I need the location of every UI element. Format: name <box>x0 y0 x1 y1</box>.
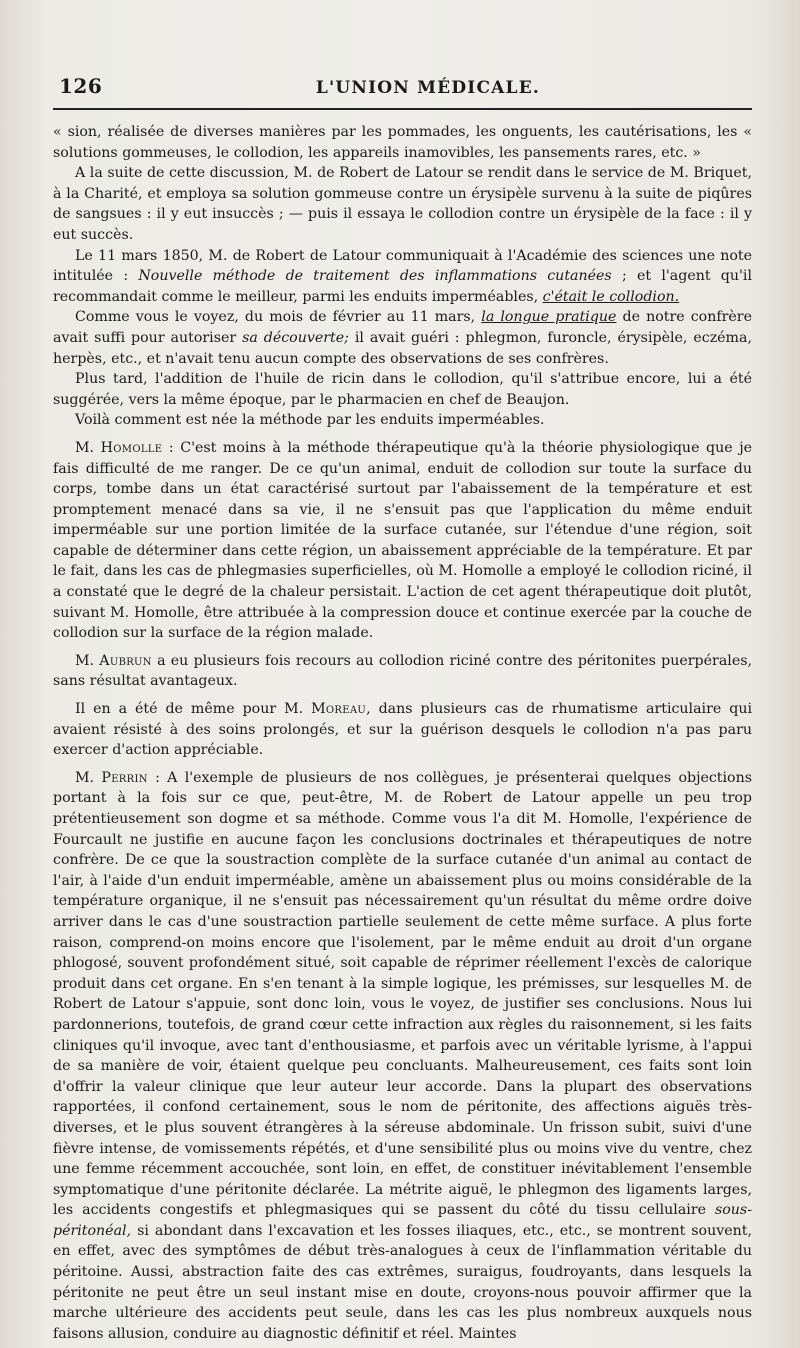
paragraph-perrin <box>53 768 752 1345</box>
paragraph-text: Il en a été de même pour M. <box>75 701 312 718</box>
article-body <box>53 122 752 1344</box>
emphasized-text: la longue pratique <box>481 309 617 326</box>
paragraph-moreau <box>53 699 752 761</box>
paragraph-text: Le 11 mars 1850, M. de Robert de Latour communiquait à l'Académie des sciences une note intitulée : <box>53 247 752 285</box>
speaker-prefix: M. <box>75 439 101 456</box>
speaker-prefix: M. <box>75 769 102 786</box>
paragraph-text: : C'est moins à la méthode thérapeutique qu'à la théorie physiologique que je fais difficulté de me ranger. De ce qu'un animal, enduit de collodion sur toute la surface du corps, tombe dans un état caractérisé surtout par l'abaissement de la température et est promptement menacé dans sa vie, il ne s'ensuit pas que l'application du même enduit imperméable sur une portion limitée de la surface cutanée, sur l'étendue d'une région, soit capable de déterminer dans cette région, un abaissement appréciable de la température. Et par le fait, dans les cas de phlegmasies superficielles, où M. Homolle a employé le collodion riciné, il a constaté que le degré de la chaleur persistait. L'action de cet agent thérapeutique doit plutôt, suivant M. Homolle, être attribuée à la compression douce et continue exercée par la couche de collodion sur la surface de la région malade. <box>53 439 753 642</box>
paragraph-aubrun <box>53 651 752 692</box>
paragraph-text: Plus tard, l'addition de l'huile de ricin dans le collodion, qu'il s'attribue encore, lui a été suggérée, vers la même époque, par le pharmacien en chef de Beaujon. <box>53 371 752 408</box>
speaker-prefix: M. <box>75 652 100 669</box>
paragraph-text: ; et l'agent qu'il recommandait comme le meilleur, parmi les enduits imperméables, <box>53 268 753 305</box>
paragraph-text: a eu plusieurs fois recours au collodion riciné contre des péritonites puerpérales, sans résultat avantageux. <box>53 652 753 690</box>
speaker-name: Perrin <box>101 769 148 786</box>
page-number: 126 <box>59 74 103 98</box>
note-title: Nouvelle méthode de traitement des inflammations cutanées <box>138 268 612 285</box>
paragraph-text: Voilà comment est née la méthode par les enduits imperméables. <box>75 412 545 429</box>
emphasized-text: sous-péritonéal, <box>53 1202 752 1239</box>
paragraph-text: Comme vous le voyez, du mois de février au 11 mars, <box>75 309 482 326</box>
paragraph-text: A la suite de cette discussion, M. de Robert de Latour se rendit dans le service de M. Briquet, à la Charité, et employa sa solution gommeuse contre un érysipèle survenu à la suite de piqûres de sangsues : il y eut insuccès ; — puis il essaya le collodion contre un érysipèle de la face : il y eut succès. <box>53 165 752 243</box>
speaker-name: Aubrun <box>99 652 152 669</box>
emphasized-text: sa découverte; <box>242 329 349 346</box>
paragraph-text: , dans plusieurs cas de rhumatisme articulaire qui avaient résisté à des soins prolongés, et sur la guérison desquels le collodion n'a pas paru exercer d'action appréciable. <box>53 701 752 759</box>
page-header <box>53 74 752 100</box>
paragraph-voila <box>53 410 752 431</box>
running-title: L'UNION MÉDICALE. <box>315 78 540 98</box>
emphasized-text: c'était le collodion. <box>542 288 680 305</box>
paragraph-plus-tard <box>53 369 752 410</box>
paragraph-text: il avait guéri : phlegmon, furoncle, érysipèle, eczéma, herpès, etc., et n'avait tenu aucun compte des observations de ses confrères. <box>53 329 752 367</box>
paragraph-homolle <box>53 438 752 644</box>
header-rule <box>53 108 752 110</box>
quote-paragraph <box>53 122 752 163</box>
speaker-name: Moreau <box>311 701 367 718</box>
paragraph-text: si abondant dans l'excavation et les fosses iliaques, etc., etc., se montrent souvent, en effet, avec des symptômes de début très-analogues à ceux de l'inflammation véritable du péritoine. Aussi, abstraction faite des cas extrêmes, suraigus, foudroyants, dans lesquels la péritonite ne peut être un seul instant mise en doute, croyons-nous pouvoir affirmer que la marche ultérieure des accidents peut seule, dans les cas les plus nombreux auxquels nous faisons allusion, conduire au diagnostic définitif et réel. Maintes <box>53 1222 752 1342</box>
paragraph-text: « sion, réalisée de diverses manières par les pommades, les onguents, les cautérisations, les « solutions gommeuses, le collodion, les appareils inamovibles, les pansements rares, etc. » <box>53 124 752 161</box>
paragraph-text: de notre confrère avait suffi pour autoriser <box>53 309 752 346</box>
paragraph-suite <box>53 163 752 245</box>
paragraph-text: : A l'exemple de plusieurs de nos collègues, je présenterai quelques objections portant à la fois sur ce que, peut-être, M. de Robert de Latour appelle un peu trop prétentieusement son dogme et sa méthode. Comme vous l'a dit M. Homolle, l'expérience de Fourcault ne justifie en aucune façon les conclusions doctrinales et thérapeutiques de notre confrère. De ce que la soustraction complète de la surface cutanée d'un animal au contact de l'air, à l'aide d'un enduit imperméable, amène un abaissement plus ou moins considérable de la température organique, il ne s'ensuit pas nécessairement qu'un résultat du même ordre doive arriver dans le cas d'une soustraction partielle seulement de cette même surface. A plus forte raison, comprend-on moins encore que l'isolement, par le même enduit au droit d'un organe phlogosé, souvent profondément situé, soit capable de réprimer réellement l'excès de calorique produit dans cet organe. En s'en tenant à la simple logique, les prémisses, sur lesquelles M. de Robert de Latour s'appuie, sont donc loin, vous le voyez, de justifier ses conclusions. Nous lui pardonnerions, toutefois, de grand cœur cette infraction aux règles du raisonnement, si les faits cliniques qu'il invoque, avec tant d'enthousiasme, et parfois avec un véritable lyrisme, à l'appui de sa manière de voir, étaient quelque peu concluants. Malheureusement, ces faits sont loin d'offrir la valeur clinique que leur auteur leur accorde. Dans la plupart des observations rapportées, il confond certainement, sous le nom de péritonite, des affections aiguës très-diverses, et le plus souvent étrangères à la séreuse abdominale. Un frisson subit, suivi d'une fièvre intense, de vomissements répétés, et d'une sensibilité plus ou moins vive du ventre, chez une femme récemment accouchée, sont loin, en effet, de constituer inévitablement l'ensemble symptomatique d'une péritonite déclarée. La métrite aiguë, le phlegmon des ligaments larges, les accidents congestifs et phlegmasiques qui se passent du côté du tissu cellulaire <box>53 769 753 1219</box>
paragraph-comme <box>53 307 752 369</box>
paragraph-mars <box>53 246 752 308</box>
speaker-name: Homolle <box>100 439 163 456</box>
